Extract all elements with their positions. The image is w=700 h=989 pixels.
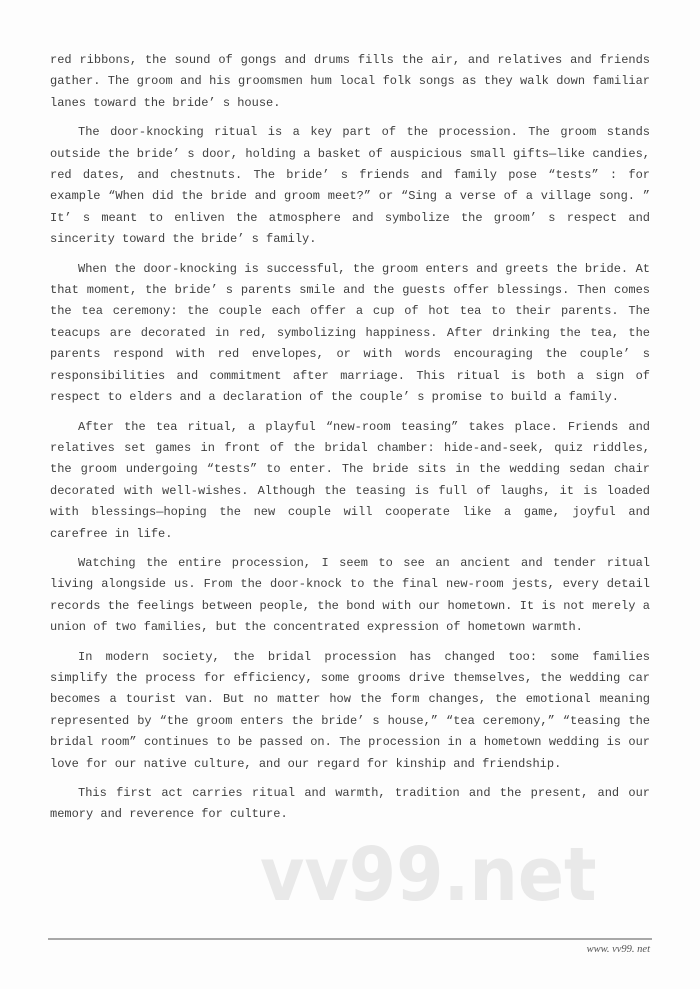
paragraph: This first act carries ritual and warmth, tradition and the present, and our memory and reverence for culture. [50, 786, 650, 822]
paragraph: When the door-knocking is successful, the groom enters and greets the bride. At that moment, the bride’ s parents smile and the guests offer blessings. Then comes the tea ceremony: the couple each offer a cup of hot tea to their parents. The teacups are decorated in red, symbolizing happiness. After drinking the tea, the parents respond with red envelopes, or with words encouraging the couple’ s responsibilities and commitment after marriage. This ritual is both a sign of respect to elders and a declaration of the couple’ s promise to build a family. [50, 261, 650, 405]
footer-url: www. vv99. net [586, 944, 650, 955]
paragraph: Watching the entire procession, I seem to see an ancient and tender ritual living alongside us. From the door-knock to the final new-room jests, every detail records the feelings between people, the bond with our hometown. It is not merely a union of two families, but the concentrated expression of hometown warmth. [50, 555, 650, 635]
footer-divider [48, 938, 652, 940]
paragraph: red ribbons, the sound of gongs and drums fills the air, and relatives and friends gather. The groom and his groomsmen hum local folk songs as they walk down familiar lanes toward the bride’ s house. [50, 53, 650, 110]
watermark: vv99.net [260, 832, 597, 918]
document-body [50, 50, 650, 834]
paragraph: In modern society, the bridal procession has changed too: some families simplify the process for efficiency, some grooms drive themselves, the wedding car becomes a tourist van. But no matter how the form changes, the emotional meaning represented by “the groom enters the bride’ s house,” “tea ceremony,” “teasing the bridal room” continues to be passed on. The procession in a hometown wedding is our love for our native culture, and our regard for kinship and friendship. [50, 649, 650, 771]
paragraph: The door-knocking ritual is a key part of the procession. The groom stands outside the bride’ s door, holding a basket of auspicious small gifts—like candies, red dates, and chestnuts. The bride’ s friends and family pose “tests” : for example “When did the bride and groom meet?” or “Sing a verse of a village song. ” It’ s meant to enliven the atmosphere and symbolize the groom’ s respect and sincerity toward the bride’ s family. [50, 125, 650, 247]
paragraph: After the tea ritual, a playful “new-room teasing” takes place. Friends and relatives set games in front of the bridal chamber: hide-and-seek, quiz riddles, the groom undergoing “tests” to enter. The bride sits in the wedding sedan chair decorated with well-wishes. Although the teasing is full of laughs, it is loaded with blessings—hoping the new couple will cooperate like a game, joyful and carefree in life. [50, 419, 650, 541]
